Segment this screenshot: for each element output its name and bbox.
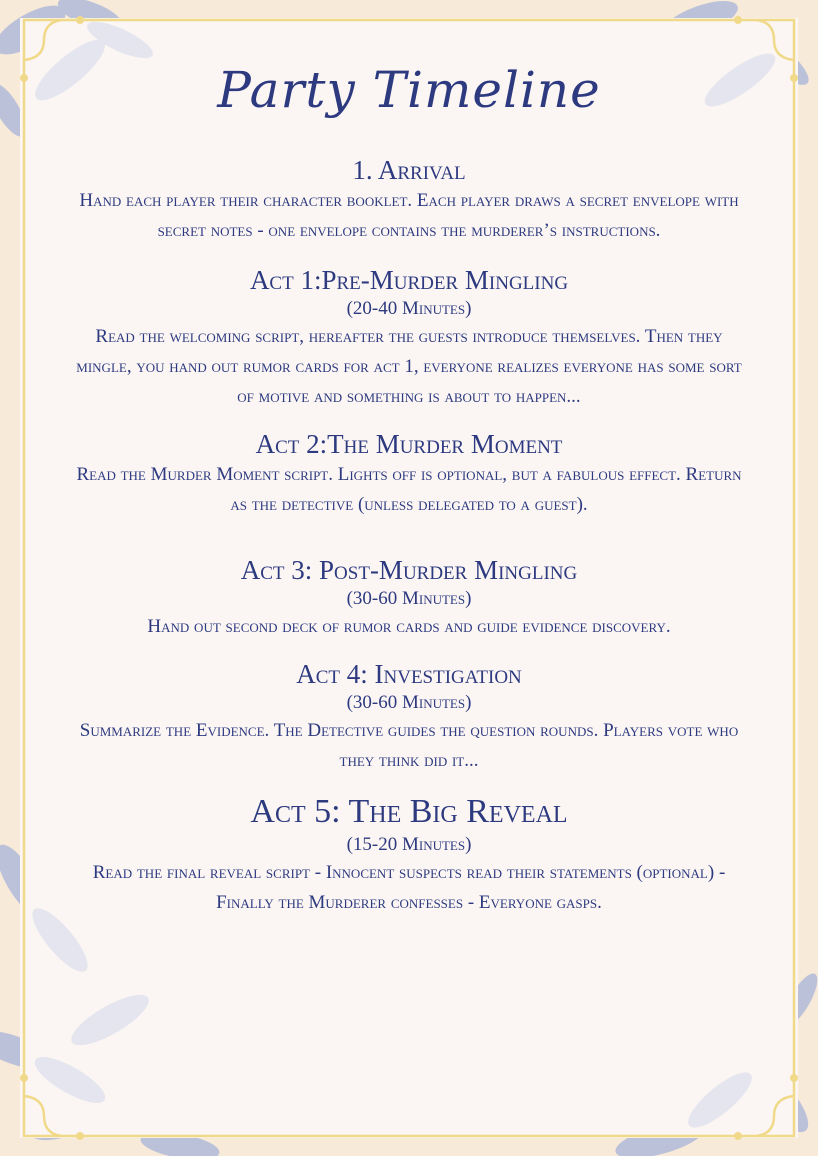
section-body: Read the final reveal script - Innocent suspects read their statements (optional) - Finally the Murderer confesses - Everyone gasps. <box>92 862 726 913</box>
timeline-content <box>64 50 754 918</box>
page-title: Party Timeline <box>217 61 601 119</box>
section-arrival <box>64 154 754 246</box>
section-title: 1. Arrival <box>352 155 466 185</box>
section-act-3 <box>64 554 754 642</box>
section-title: Act 5: The Big Reveal <box>250 793 568 830</box>
section-body: Read the welcoming script, hereafter the guests introduce themselves. Then they mingle, you hand out rumor cards for act 1, everyone realizes everyone has some sort of motive and something is about to happen... <box>76 326 742 407</box>
section-duration: (30-60 Minutes) <box>346 588 472 609</box>
section-title: Act 4: Investigation <box>296 659 522 689</box>
section-duration: (30-60 Minutes) <box>346 692 472 713</box>
section-act-1 <box>64 264 754 412</box>
section-act-4 <box>64 658 754 776</box>
section-duration: (15-20 Minutes) <box>346 834 472 855</box>
section-duration: (20-40 Minutes) <box>346 298 472 319</box>
section-body: Summarize the Evidence. The Detective guides the question rounds. Players vote who they think did it... <box>79 720 739 771</box>
section-act-5 <box>64 792 754 918</box>
section-act-2 <box>64 428 754 520</box>
section-body: Hand out second deck of rumor cards and guide evidence discovery. <box>147 616 671 637</box>
section-title: Act 3: Post-Murder Mingling <box>240 555 578 585</box>
section-title: Act 2:The Murder Moment <box>255 429 563 459</box>
section-body: Hand each player their character booklet. Each player draws a secret envelope with secret notes - one envelope contains the murderer’s instructions. <box>79 190 739 241</box>
section-title: Act 1:Pre-Murder Mingling <box>249 265 569 295</box>
section-body: Read the Murder Moment script. Lights off is optional, but a fabulous effect. Return as the detective (unless delegated to a guest). <box>76 464 742 515</box>
